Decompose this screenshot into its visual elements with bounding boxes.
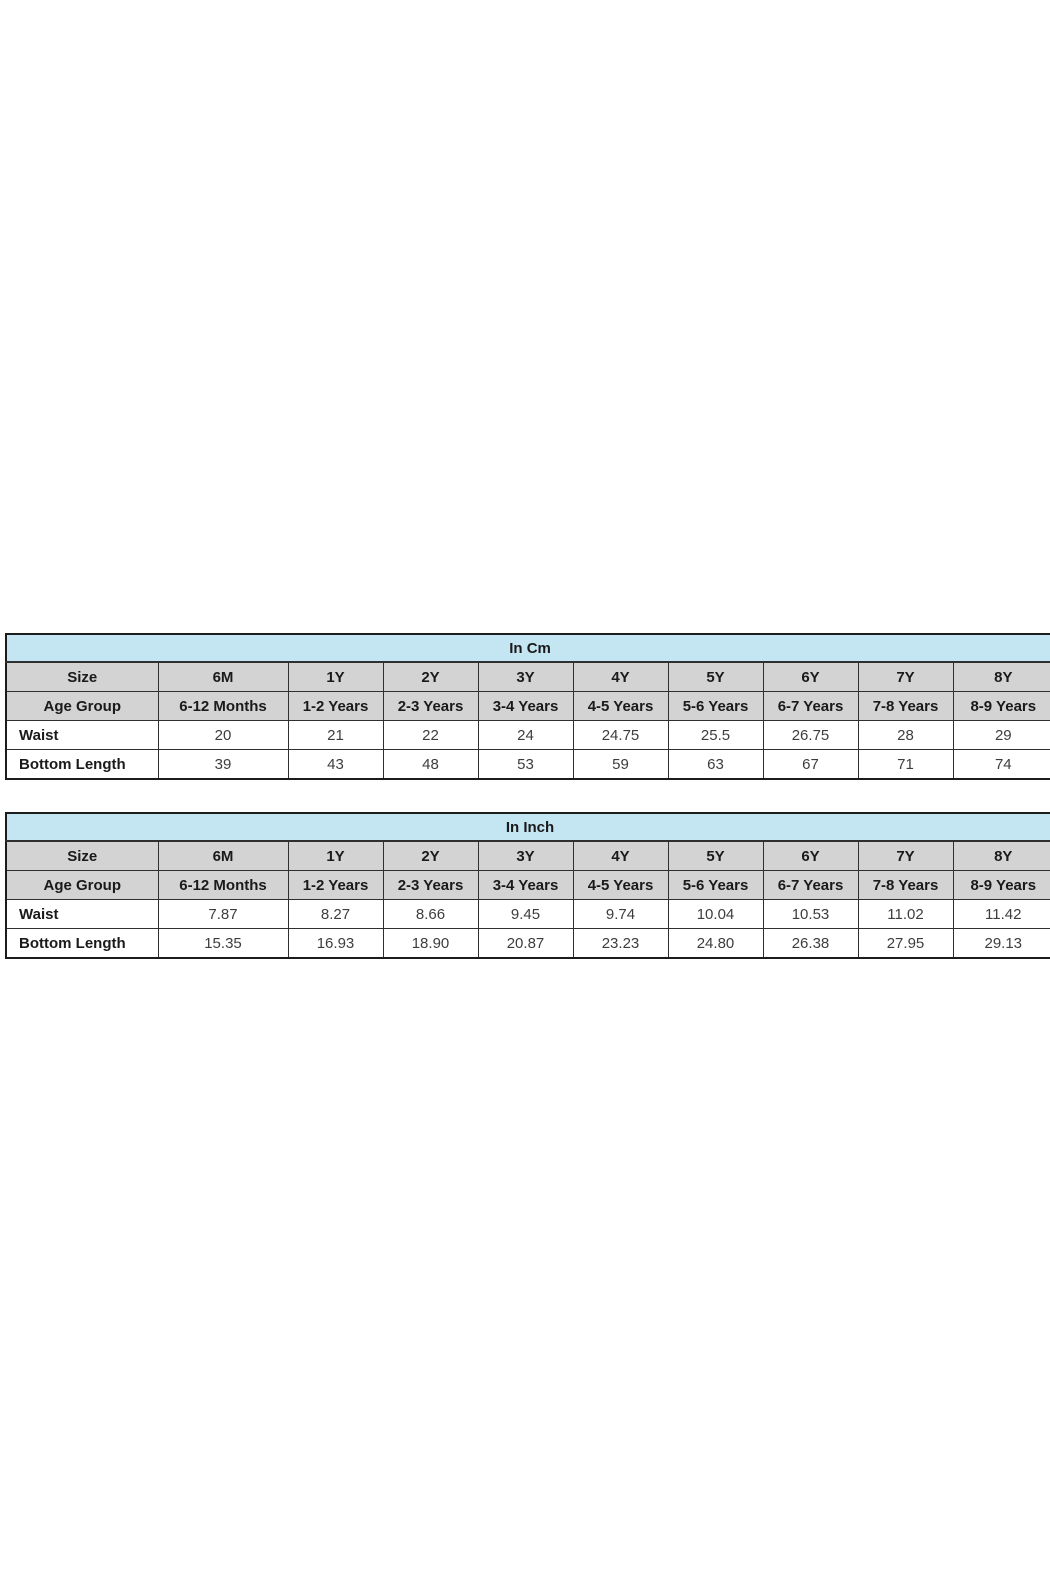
- waist-value-cell: 29: [953, 721, 1050, 750]
- table-title-row: [6, 634, 1050, 662]
- age-group-cell: 7-8 Years: [858, 871, 953, 900]
- bottom-length-value-cell: 27.95: [858, 929, 953, 959]
- age-group-cell: 2-3 Years: [383, 871, 478, 900]
- row-label-size: Size: [6, 662, 158, 692]
- waist-row: [6, 900, 1050, 929]
- waist-value-cell: 20: [158, 721, 288, 750]
- bottom-length-value-cell: 39: [158, 750, 288, 780]
- row-label-bottom-length: Bottom Length: [6, 750, 158, 780]
- waist-value-cell: 10.04: [668, 900, 763, 929]
- size-header-cell: 5Y: [668, 662, 763, 692]
- table-title-cm: In Cm: [6, 634, 1050, 662]
- bottom-length-value-cell: 15.35: [158, 929, 288, 959]
- age-group-cell: 1-2 Years: [288, 871, 383, 900]
- size-header-cell: 4Y: [573, 841, 668, 871]
- age-group-cell: 3-4 Years: [478, 692, 573, 721]
- bottom-length-row: [6, 929, 1050, 959]
- bottom-length-value-cell: 20.87: [478, 929, 573, 959]
- bottom-length-value-cell: 59: [573, 750, 668, 780]
- size-header-cell: 2Y: [383, 841, 478, 871]
- table-title-row: [6, 813, 1050, 841]
- waist-value-cell: 9.74: [573, 900, 668, 929]
- bottom-length-value-cell: 18.90: [383, 929, 478, 959]
- waist-value-cell: 10.53: [763, 900, 858, 929]
- table-title-inch: In Inch: [6, 813, 1050, 841]
- bottom-length-value-cell: 16.93: [288, 929, 383, 959]
- row-label-waist: Waist: [6, 721, 158, 750]
- age-group-cell: 4-5 Years: [573, 871, 668, 900]
- bottom-length-value-cell: 53: [478, 750, 573, 780]
- row-label-waist: Waist: [6, 900, 158, 929]
- waist-value-cell: 24.75: [573, 721, 668, 750]
- age-group-cell: 8-9 Years: [953, 692, 1050, 721]
- age-group-row: [6, 692, 1050, 721]
- size-header-cell: 6M: [158, 841, 288, 871]
- bottom-length-value-cell: 71: [858, 750, 953, 780]
- age-group-row: [6, 871, 1050, 900]
- bottom-length-value-cell: 63: [668, 750, 763, 780]
- age-group-cell: 5-6 Years: [668, 871, 763, 900]
- age-group-cell: 6-12 Months: [158, 692, 288, 721]
- waist-value-cell: 25.5: [668, 721, 763, 750]
- age-group-cell: 3-4 Years: [478, 871, 573, 900]
- size-header-cell: 1Y: [288, 662, 383, 692]
- age-group-cell: 6-12 Months: [158, 871, 288, 900]
- bottom-length-value-cell: 23.23: [573, 929, 668, 959]
- waist-value-cell: 26.75: [763, 721, 858, 750]
- row-label-age-group: Age Group: [6, 871, 158, 900]
- size-chart-table-cm: [5, 633, 1050, 780]
- waist-value-cell: 11.02: [858, 900, 953, 929]
- bottom-length-row: [6, 750, 1050, 780]
- waist-row: [6, 721, 1050, 750]
- waist-value-cell: 24: [478, 721, 573, 750]
- size-header-cell: 1Y: [288, 841, 383, 871]
- size-header-cell: 4Y: [573, 662, 668, 692]
- size-header-cell: 3Y: [478, 841, 573, 871]
- size-header-cell: 8Y: [953, 841, 1050, 871]
- bottom-length-value-cell: 24.80: [668, 929, 763, 959]
- waist-value-cell: 7.87: [158, 900, 288, 929]
- size-header-cell: 7Y: [858, 841, 953, 871]
- age-group-cell: 5-6 Years: [668, 692, 763, 721]
- row-label-bottom-length: Bottom Length: [6, 929, 158, 959]
- waist-value-cell: 8.27: [288, 900, 383, 929]
- size-header-cell: 2Y: [383, 662, 478, 692]
- size-chart-table-inch: [5, 812, 1050, 959]
- bottom-length-value-cell: 43: [288, 750, 383, 780]
- age-group-cell: 1-2 Years: [288, 692, 383, 721]
- waist-value-cell: 8.66: [383, 900, 478, 929]
- size-row: [6, 662, 1050, 692]
- bottom-length-value-cell: 67: [763, 750, 858, 780]
- bottom-length-value-cell: 26.38: [763, 929, 858, 959]
- age-group-cell: 2-3 Years: [383, 692, 478, 721]
- size-header-cell: 7Y: [858, 662, 953, 692]
- size-header-cell: 8Y: [953, 662, 1050, 692]
- waist-value-cell: 28: [858, 721, 953, 750]
- age-group-cell: 8-9 Years: [953, 871, 1050, 900]
- bottom-length-value-cell: 74: [953, 750, 1050, 780]
- age-group-cell: 6-7 Years: [763, 871, 858, 900]
- waist-value-cell: 22: [383, 721, 478, 750]
- size-header-cell: 6Y: [763, 662, 858, 692]
- size-header-cell: 5Y: [668, 841, 763, 871]
- age-group-cell: 7-8 Years: [858, 692, 953, 721]
- age-group-cell: 6-7 Years: [763, 692, 858, 721]
- waist-value-cell: 21: [288, 721, 383, 750]
- size-row: [6, 841, 1050, 871]
- bottom-length-value-cell: 48: [383, 750, 478, 780]
- row-label-age-group: Age Group: [6, 692, 158, 721]
- size-header-cell: 6Y: [763, 841, 858, 871]
- waist-value-cell: 11.42: [953, 900, 1050, 929]
- waist-value-cell: 9.45: [478, 900, 573, 929]
- age-group-cell: 4-5 Years: [573, 692, 668, 721]
- row-label-size: Size: [6, 841, 158, 871]
- size-header-cell: 3Y: [478, 662, 573, 692]
- size-header-cell: 6M: [158, 662, 288, 692]
- bottom-length-value-cell: 29.13: [953, 929, 1050, 959]
